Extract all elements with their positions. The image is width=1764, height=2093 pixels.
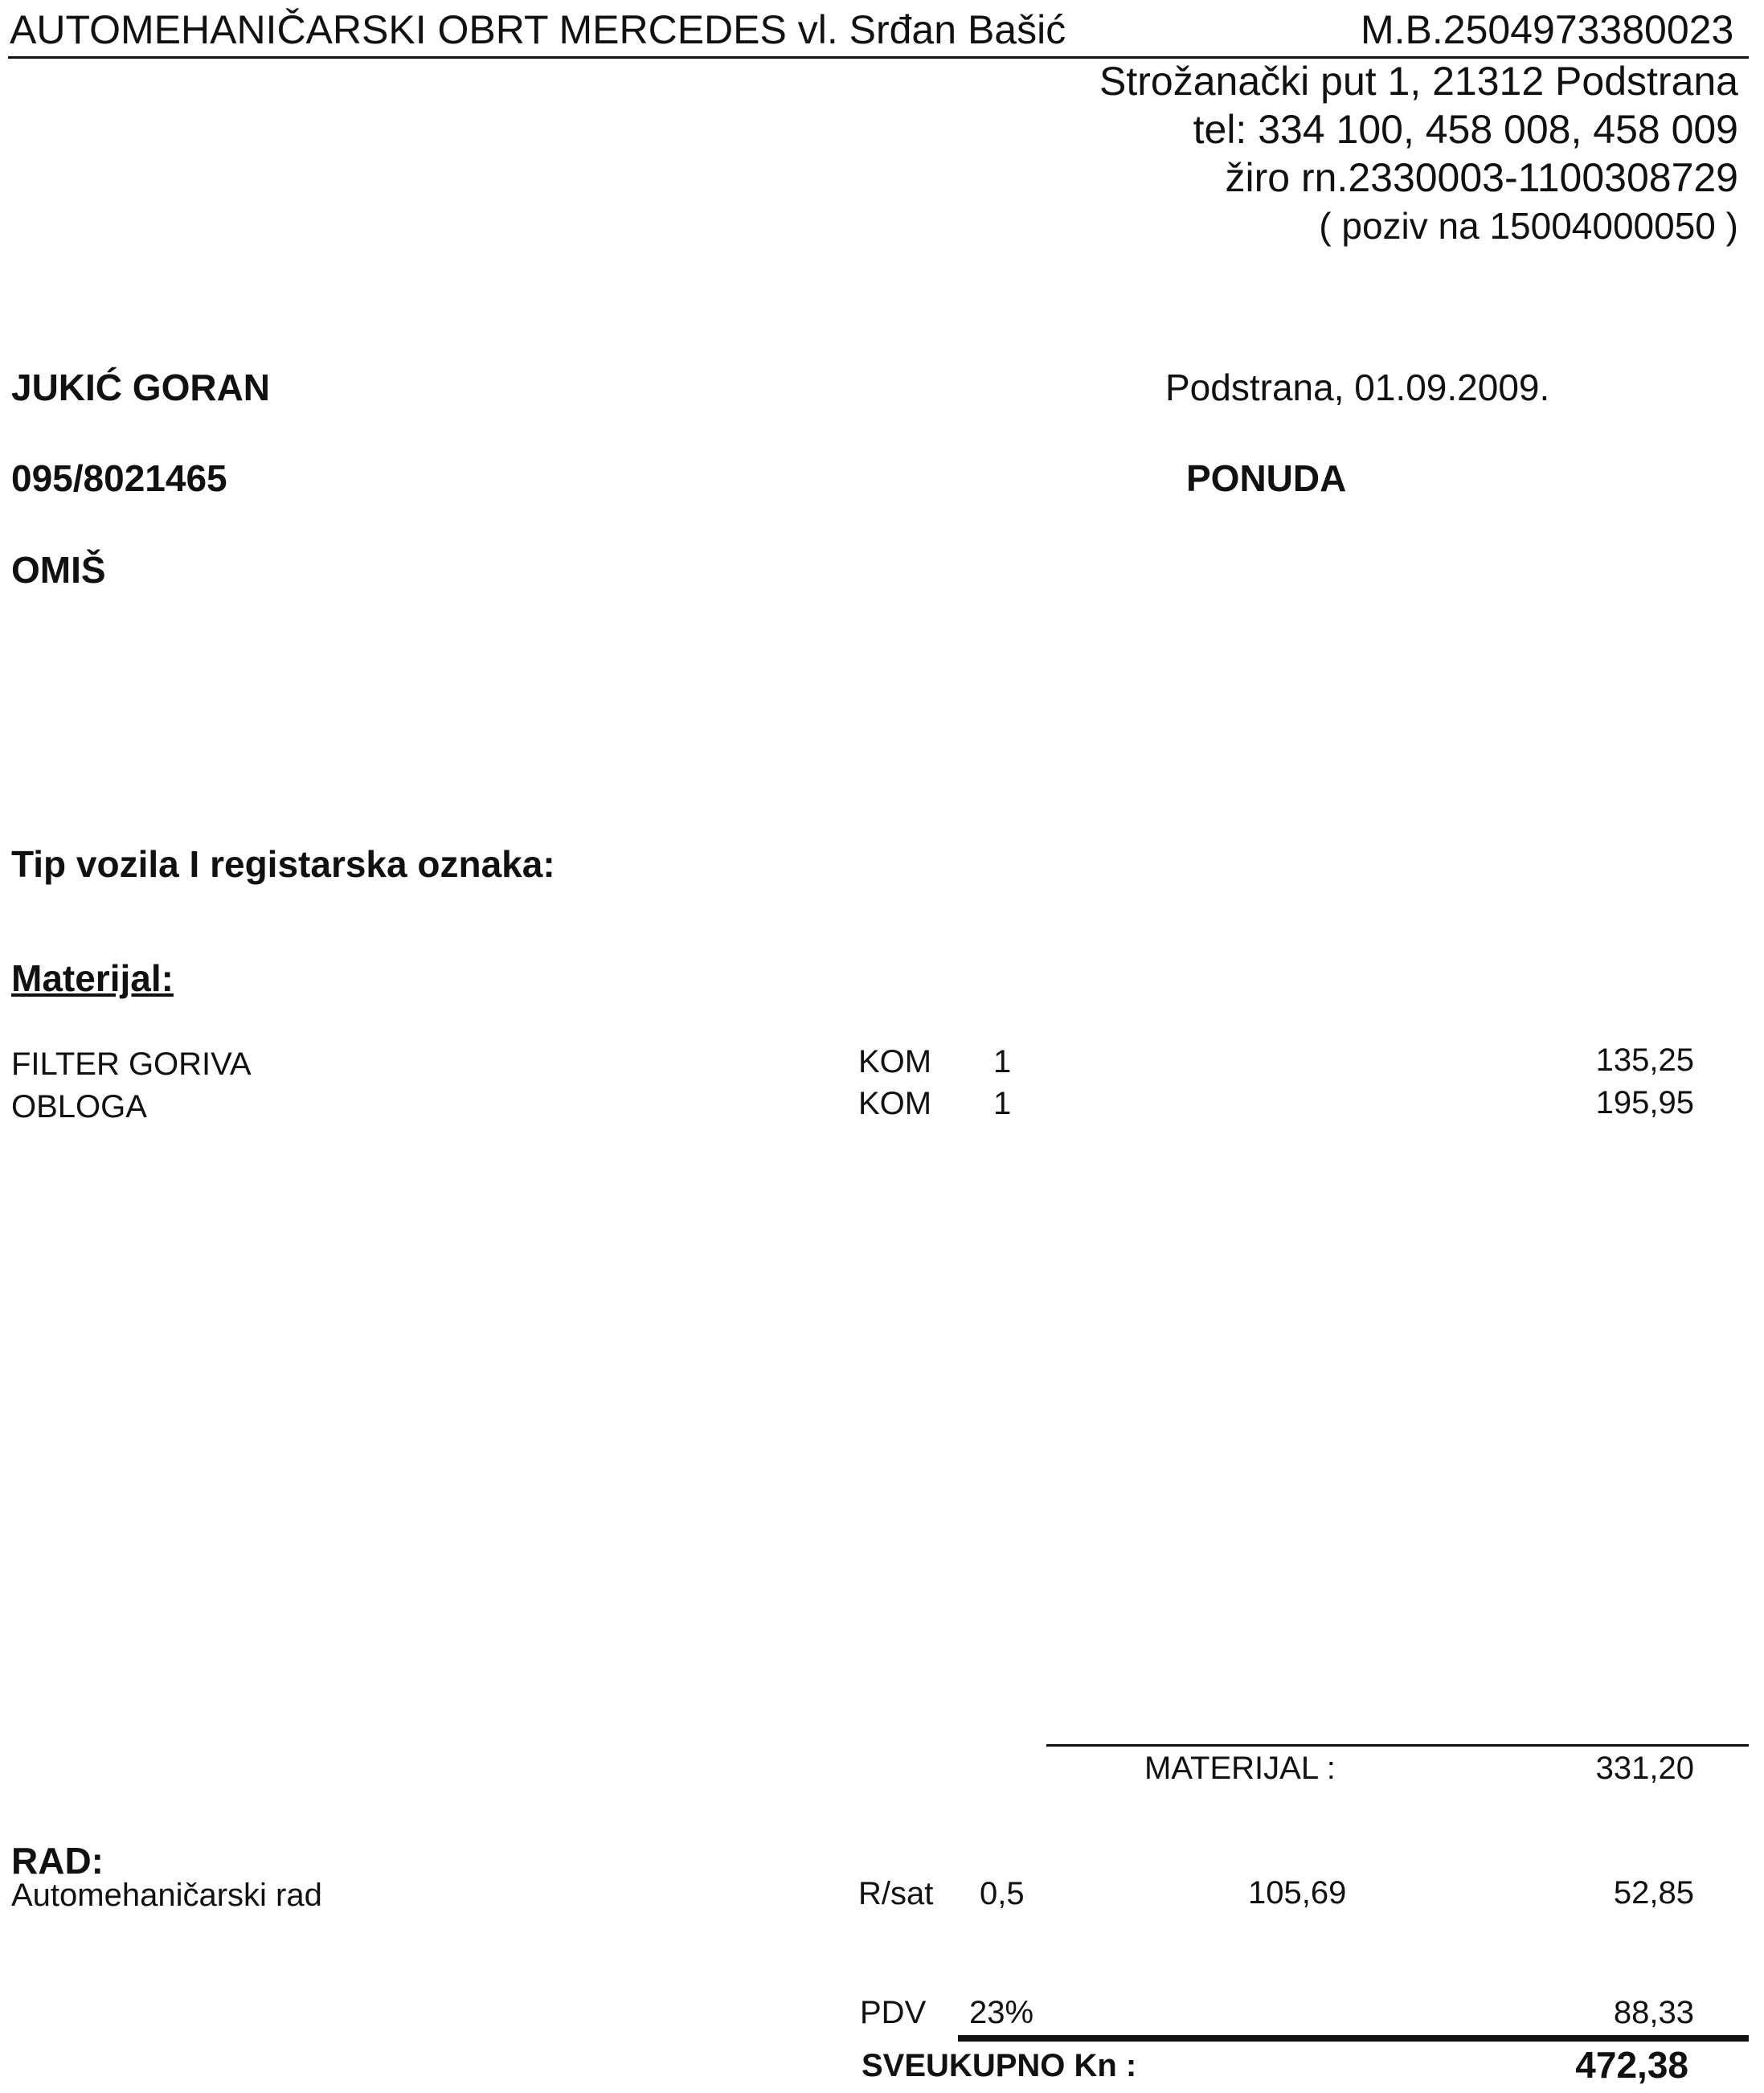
material-item-amount: 195,95	[1595, 1085, 1694, 1120]
company-phone: tel: 334 100, 458 008, 458 009	[1193, 107, 1738, 152]
bank-account: žiro rn.2330003-1100308729	[1225, 155, 1738, 200]
payment-reference: ( poziv na 15004000050 )	[1319, 205, 1738, 247]
material-item-name: FILTER GORIVA	[11, 1046, 252, 1082]
customer-name: JUKIĆ GORAN	[11, 367, 271, 408]
document-type: PONUDA	[1186, 457, 1347, 499]
labor-unit: R/sat	[858, 1876, 934, 1911]
vat-rate: 23%	[969, 1995, 1034, 2030]
grand-total-amount: 472,38	[1575, 2044, 1688, 2086]
customer-phone: 095/8021465	[11, 457, 227, 499]
material-total-label: MATERIJAL :	[1144, 1751, 1336, 1786]
place-date: Podstrana, 01.09.2009.	[1165, 367, 1550, 408]
labor-description: Automehaničarski rad	[11, 1878, 322, 1913]
material-item-name: OBLOGA	[11, 1089, 147, 1124]
vehicle-label: Tip vozila I registarska oznaka:	[11, 843, 555, 885]
customer-city: OMIŠ	[11, 549, 106, 591]
company-name: AUTOMEHANIČARSKI OBRT MERCEDES vl. Srđan Bašić	[10, 7, 1066, 52]
registration-number: M.B.2504973380023	[1361, 7, 1734, 52]
company-address: Strožanački put 1, 21312 Podstrana	[1099, 59, 1738, 104]
labor-rate: 105,69	[1248, 1875, 1347, 1911]
vat-amount: 88,33	[1613, 1995, 1694, 2030]
labor-heading: RAD:	[11, 1840, 104, 1882]
material-total-rule	[1046, 1744, 1749, 1747]
labor-amount: 52,85	[1613, 1875, 1694, 1911]
material-item-unit: KOM	[858, 1086, 932, 1121]
grand-total-label: SVEUKUPNO Kn :	[862, 2048, 1137, 2083]
labor-hours: 0,5	[980, 1876, 1025, 1911]
material-item-qty: 1	[993, 1086, 1012, 1121]
grand-total-rule	[958, 2035, 1749, 2042]
material-item-amount: 135,25	[1595, 1042, 1694, 1078]
vat-label: PDV	[860, 1995, 927, 2030]
material-heading: Materijal:	[11, 957, 174, 999]
material-total-amount: 331,20	[1595, 1751, 1694, 1786]
material-item-unit: KOM	[858, 1044, 932, 1079]
material-item-qty: 1	[993, 1044, 1012, 1079]
